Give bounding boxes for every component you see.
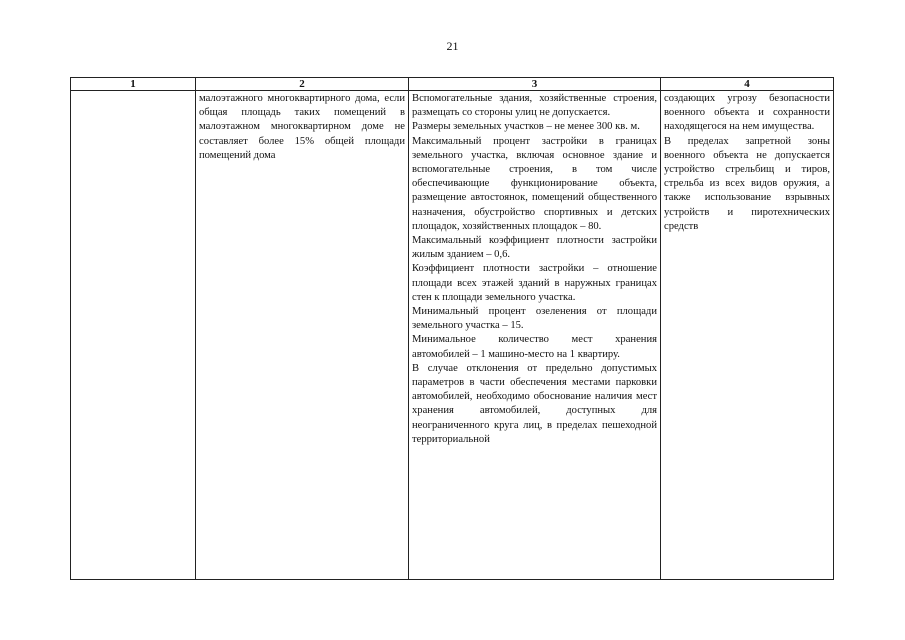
header-col-3: 3 <box>409 78 661 91</box>
col3-paragraph: Коэффициент плотности застройки – отношение площади всех этажей зданий в наружных границах стен к площади земельного участка. <box>412 263 657 303</box>
col3-paragraph: Максимальный процент застройки в границах земельного участка, включая основное здание и вспомогательные строения, в том числе обеспечивающие функционирование объекта, размещение автостоянок, помещений общественного назначения, обустройство спортивных и детских площадок, хозяйственных площадок – 80. <box>412 135 657 232</box>
table-row <box>71 91 834 580</box>
col2-paragraph: малоэтажного многоквартирного дома, если общая площадь таких помещений в малоэтажном многоквартирном доме не составляет более 15% общей площади помещений дома <box>199 93 405 161</box>
col4-paragraph: В пределах запретной зоны военного объекта не допускается устройство стрельбищ и тиров, стрельба из всех видов оружия, а также использование взрывных устройств и пиротехнических средств <box>664 135 830 232</box>
page-number: 21 <box>446 39 459 53</box>
cell-col-4 <box>661 91 834 580</box>
col4-paragraph: создающих угрозу безопасности военного объекта и сохранности находящегося на нем имущества. <box>664 93 830 133</box>
col3-paragraph: В случае отклонения от предельно допустимых параметров в части обеспечения местами парковки автомобилей, необходимо обоснование наличия мест хранения автомобилей, доступных для неограниченного круга лиц, в пределах пешеходной территориальной <box>412 362 657 445</box>
header-row <box>71 78 834 91</box>
header-col-4: 4 <box>661 78 834 91</box>
header-col-1: 1 <box>71 78 196 91</box>
regulations-table <box>70 77 834 580</box>
col3-paragraph: Минимальное количество мест хранения автомобилей – 1 машино-место на 1 квартиру. <box>412 334 657 360</box>
col3-paragraph: Размеры земельных участков – не менее 300 кв. м. <box>412 121 640 133</box>
col3-paragraph: Максимальный коэффициент плотности застройки жилым зданием – 0,6. <box>412 235 657 261</box>
header-col-2: 2 <box>196 78 409 91</box>
col3-paragraph: Вспомогательные здания, хозяйственные строения, размещать со стороны улиц не допускается. <box>412 93 657 119</box>
col3-paragraph: Минимальный процент озеленения от площади земельного участка – 15. <box>412 306 657 332</box>
cell-col-2 <box>196 91 409 580</box>
cell-col-1 <box>71 91 196 580</box>
cell-col-3 <box>409 91 661 580</box>
